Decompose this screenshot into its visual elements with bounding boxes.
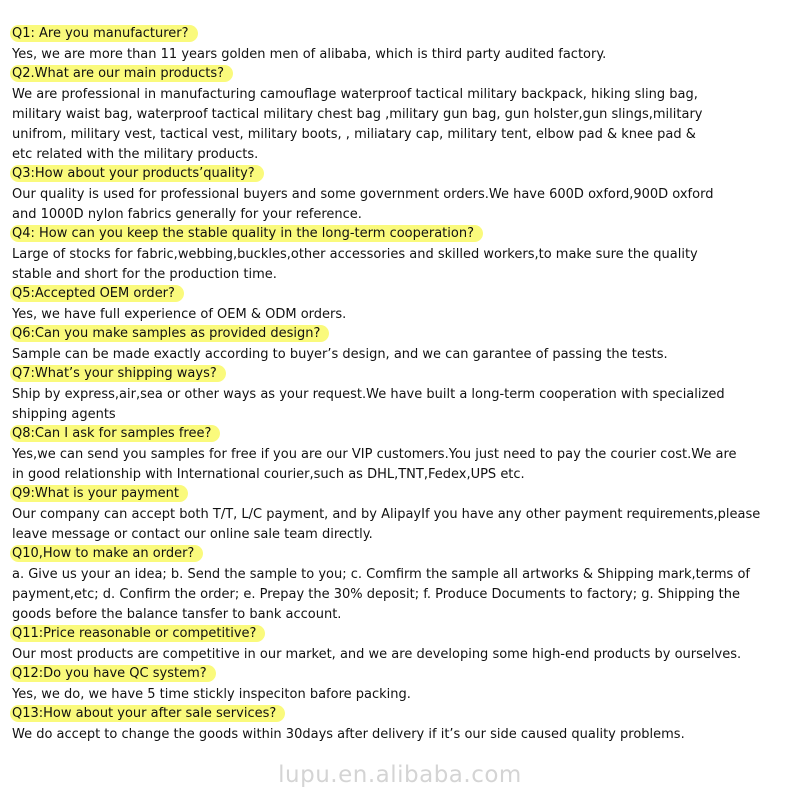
faq-item	[12, 705, 788, 745]
answer-line: in good relationship with International courier,such as DHL,TNT,Fedex,UPS etc.	[12, 467, 525, 482]
faq-item	[12, 25, 788, 65]
answer-line: Yes,we can send you samples for free if you are our VIP customers.You just need to pay the courier cost.We are	[12, 447, 737, 462]
answer-line: We do accept to change the goods within 30days after delivery if it’s our side caused quality problems.	[12, 727, 685, 742]
answer-line: Sample can be made exactly according to buyer’s design, and we can garantee of passing the tests.	[12, 347, 668, 362]
question-row	[12, 225, 788, 245]
question-row	[12, 625, 788, 645]
question-row	[12, 705, 788, 725]
question-highlight: Q1: Are you manufacturer?	[10, 25, 198, 42]
answer-line: Yes, we have full experience of OEM & ODM orders.	[12, 307, 347, 322]
answer-line: unifrom, military vest, tactical vest, military boots, , miliatary cap, military tent, elbow pad & knee pad &	[12, 127, 696, 142]
faq-item	[12, 665, 788, 705]
question-highlight: Q7:What’s your shipping ways?	[10, 365, 226, 382]
faq-item	[12, 225, 788, 285]
faq-item	[12, 285, 788, 325]
question-row	[12, 165, 788, 185]
faq-item	[12, 485, 788, 545]
answer-line: etc related with the military products.	[12, 147, 259, 162]
answer-line: Yes, we are more than 11 years golden men of alibaba, which is third party audited factory.	[12, 47, 607, 62]
question-row	[12, 285, 788, 305]
answer-line: Yes, we do, we have 5 time stickly inspeciton bafore packing.	[12, 687, 411, 702]
answer-line: Ship by express,air,sea or other ways as your request.We have built a long-term cooperation with specialized	[12, 387, 725, 402]
faq-list	[12, 25, 788, 745]
faq-item	[12, 65, 788, 165]
question-row	[12, 485, 788, 505]
answer-line: goods before the balance tansfer to bank account.	[12, 607, 342, 622]
answer-line: and 1000D nylon fabrics generally for your reference.	[12, 207, 362, 222]
question-highlight: Q10,How to make an order?	[10, 545, 203, 562]
faq-item	[12, 165, 788, 225]
faq-item	[12, 625, 788, 665]
faq-item	[12, 425, 788, 485]
question-highlight: Q6:Can you make samples as provided design?	[10, 325, 329, 342]
faq-item	[12, 545, 788, 625]
answer-line: Large of stocks for fabric,webbing,buckles,other accessories and skilled workers,to make sure the quality	[12, 247, 698, 262]
answer-line: Our quality is used for professional buyers and some government orders.We have 600D oxford,900D oxford	[12, 187, 714, 202]
question-highlight: Q9:What is your payment	[10, 485, 188, 502]
answer-line: shipping agents	[12, 407, 116, 422]
question-highlight: Q3:How about your products’quality?	[10, 165, 264, 182]
question-highlight: Q8:Can I ask for samples free?	[10, 425, 220, 442]
question-row	[12, 65, 788, 85]
answer-line: leave message or contact our online sale team directly.	[12, 527, 373, 542]
answer-line: stable and short for the production time.	[12, 267, 277, 282]
question-highlight: Q12:Do you have QC system?	[10, 665, 216, 682]
question-highlight: Q5:Accepted OEM order?	[10, 285, 184, 302]
faq-item	[12, 325, 788, 365]
answer-line: payment,etc; d. Confirm the order; e. Prepay the 30% deposit; f. Produce Documents to factory; g. Shipping the	[12, 587, 740, 602]
question-row	[12, 425, 788, 445]
question-row	[12, 665, 788, 685]
answer-line: Our company can accept both T/T, L/C payment, and by AlipayIf you have any other payment requirements,please	[12, 507, 761, 522]
question-row	[12, 25, 788, 45]
question-row	[12, 365, 788, 385]
question-highlight: Q11:Price reasonable or competitive?	[10, 625, 265, 642]
answer-line: We are professional in manufacturing camouflage waterproof tactical military backpack, hiking sling bag,	[12, 87, 698, 102]
answer-line: a. Give us your an idea; b. Send the sample to you; c. Comfirm the sample all artworks & Shipping mark,terms of	[12, 567, 750, 582]
question-highlight: Q2.What are our main products?	[10, 65, 233, 82]
answer-line: military waist bag, waterproof tactical military chest bag ,military gun bag, gun holster,gun slings,military	[12, 107, 703, 122]
watermark: lupu.en.alibaba.com	[278, 762, 522, 788]
question-row	[12, 545, 788, 565]
question-highlight: Q4: How can you keep the stable quality in the long-term cooperation?	[10, 225, 483, 242]
answer-line: Our most products are competitive in our market, and we are developing some high-end products by ourselves.	[12, 647, 742, 662]
question-row	[12, 325, 788, 345]
faq-item	[12, 365, 788, 425]
question-highlight: Q13:How about your after sale services?	[10, 705, 285, 722]
